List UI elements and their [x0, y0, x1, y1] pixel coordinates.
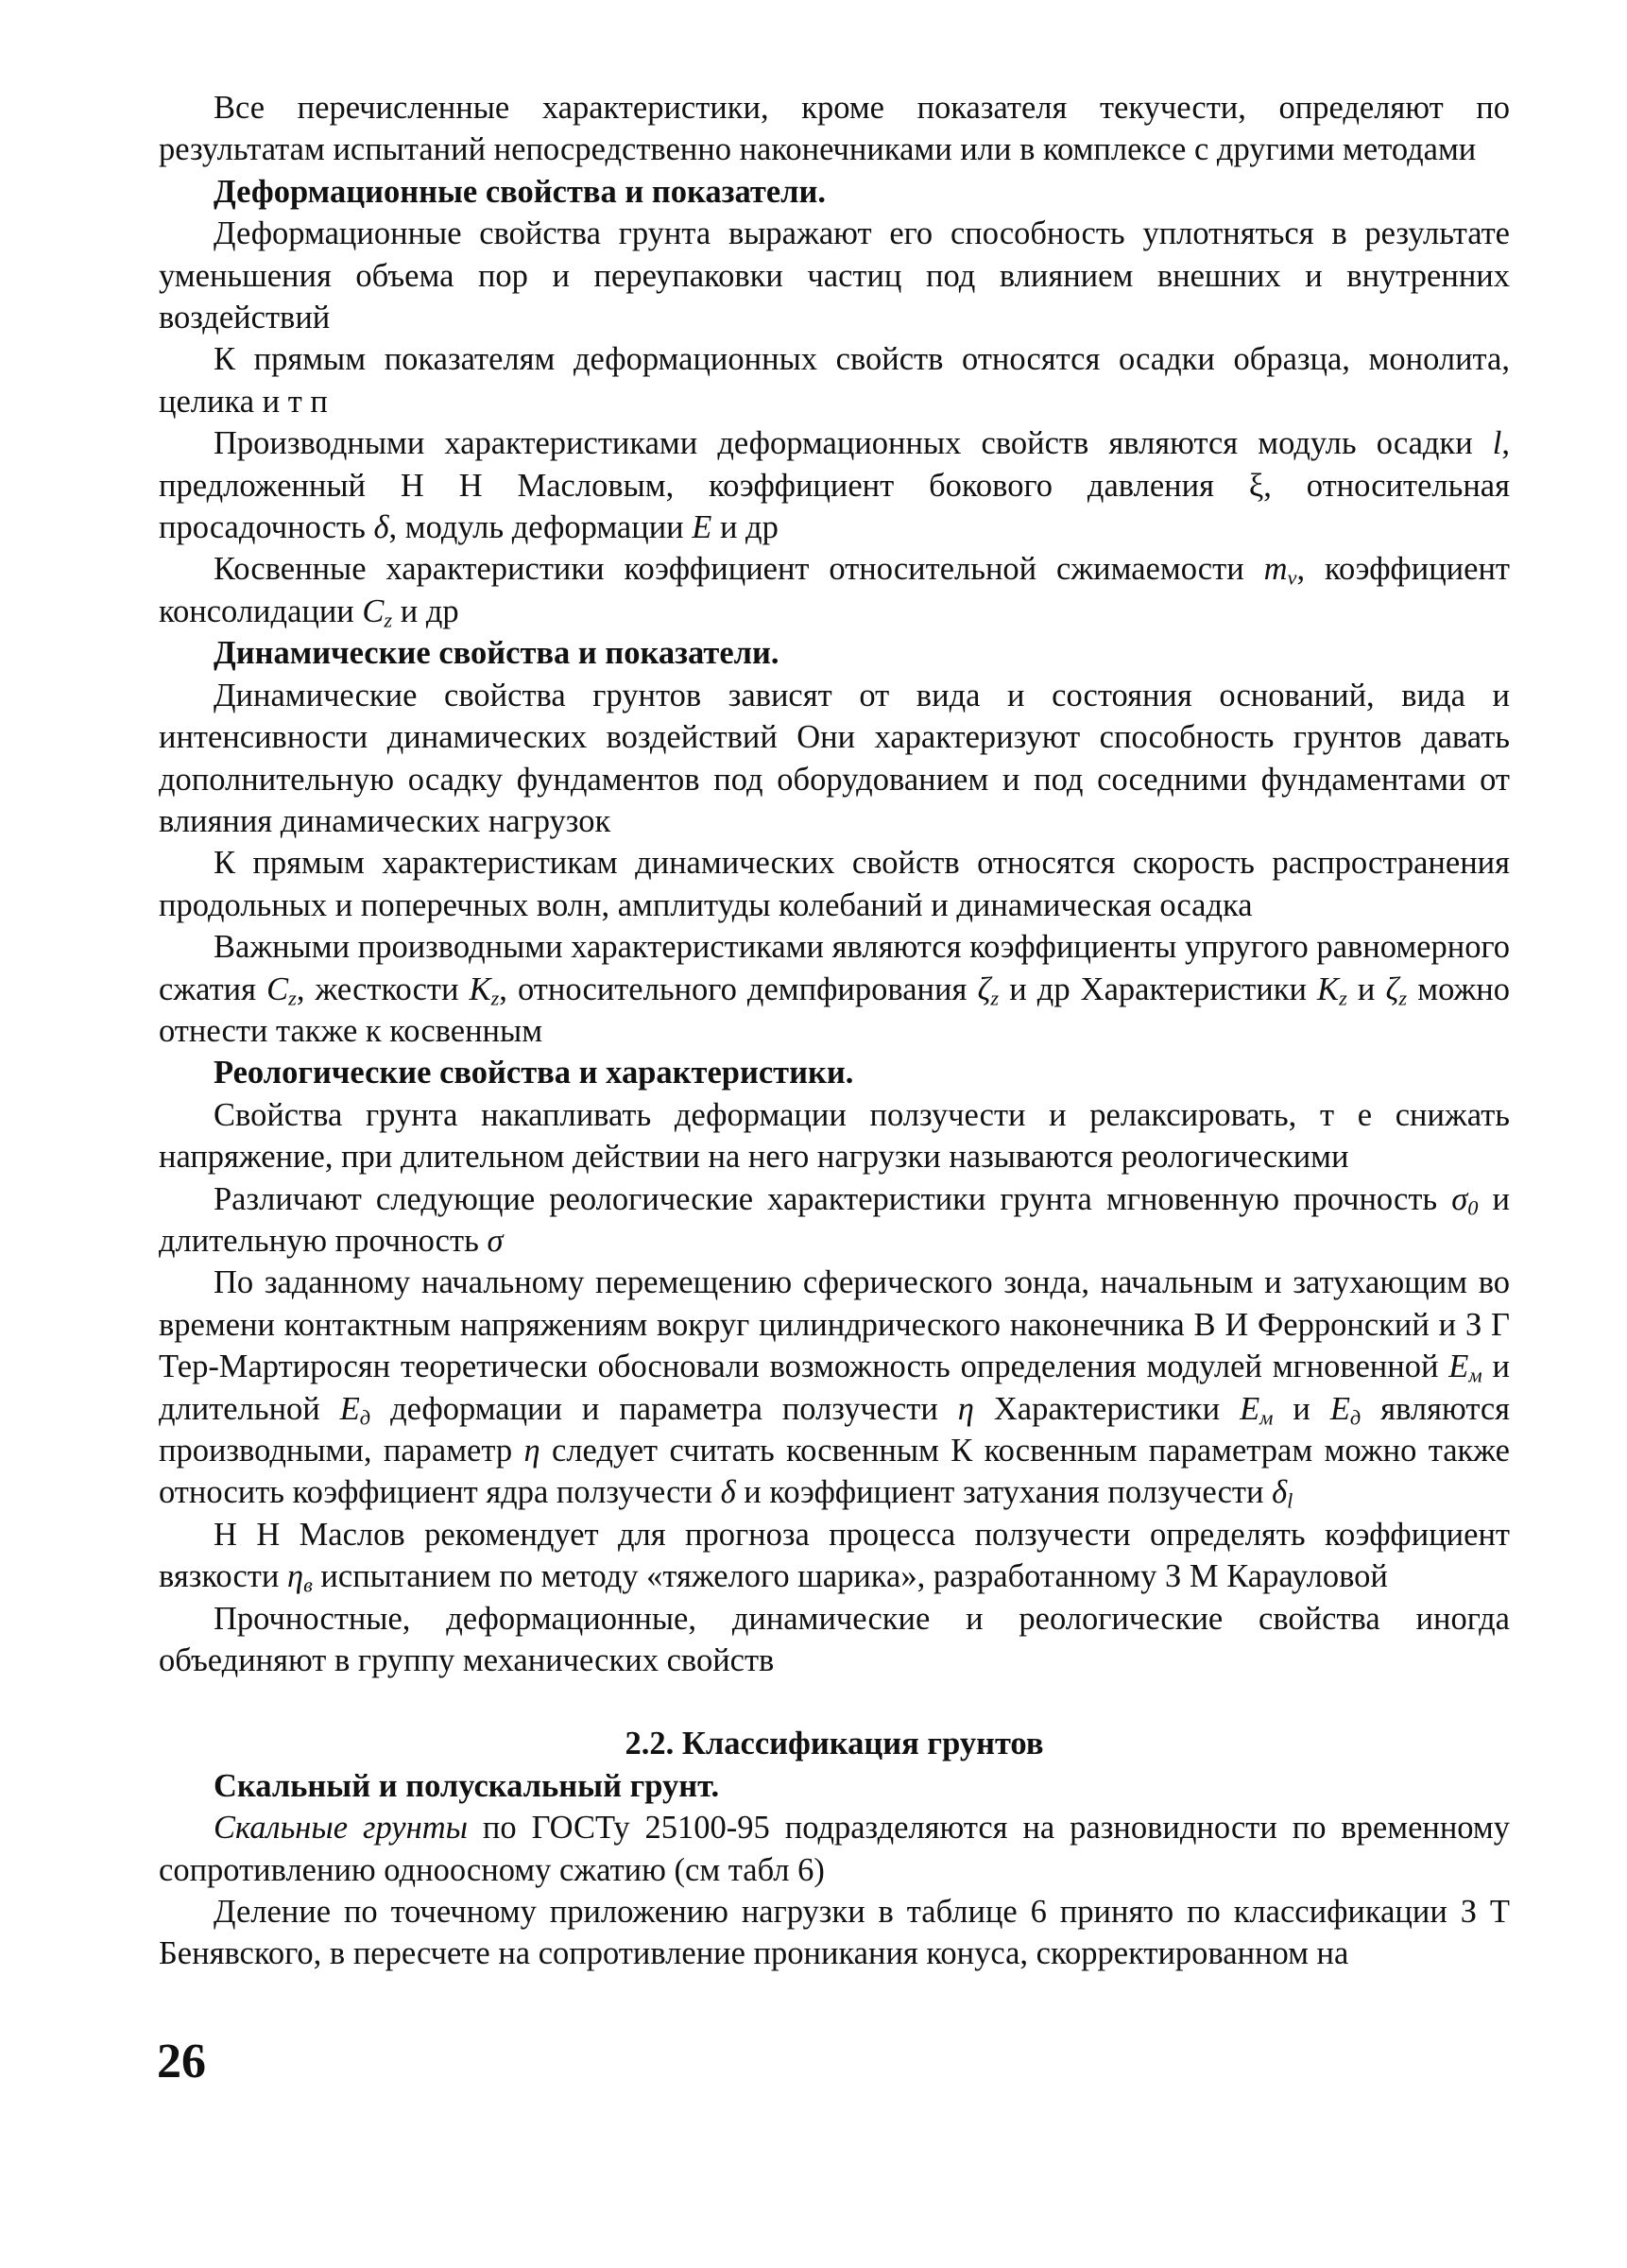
paragraph: Скальные грунты по ГОСТу 25100-95 подразделяются на разновидности по временному сопротивлению одноосному сжатию (см табл 6)	[159, 1810, 1510, 1888]
section-heading: 2.2. Классификация грунтов	[625, 1726, 1044, 1762]
subheading: Скальный и полускальный грунт.	[214, 1767, 720, 1804]
subheading: Деформационные свойства и показатели.	[214, 173, 827, 210]
paragraph: Динамические свойства грунтов зависят от вида и состояния оснований, вида и интенсивности динамических воздействий Они характеризуют способность грунтов давать дополнительную осадку фундаментов под оборудованием и под соседними фундаментами от влияния динамических нагрузок	[159, 677, 1510, 839]
paragraph: Н Н Маслов рекомендует для прогноза процесса ползучести определять коэффициент вязкости $\eta_в$ испытанием по методу «тяжелого шарика», разработанному З М Карауловой	[159, 1516, 1510, 1597]
subheading: Динамические свойства и показатели.	[214, 635, 779, 672]
paragraph: По заданному начальному перемещению сферического зонда, начальным и затухающим во времени контактным напряжениям вокруг цилиндрического наконечника В И Ферронский и З Г Тер-Мартиросян теоретически обосновали возможность определения модулей мгновенной $E_м$ и длительной $E_д$ деформации и параметра ползучести η Характеристики $E_м$ и $E_д$ являются производными, параметр η следует считать косвенным К косвенным параметрам можно также относить коэффициент ядра ползучести δ и коэффициент затухания ползучести $\delta_l$	[159, 1264, 1510, 1513]
paragraph: Деформационные свойства грунта выражают его способность уплотняться в результате уменьшения объема пор и переупаковки частиц под влиянием внешних и внутренних воздействий	[159, 215, 1510, 336]
paragraph: К прямым показателям деформационных свойств относятся осадки образца, монолита, целика и т п	[159, 341, 1510, 420]
paragraph: Все перечисленные характеристики, кроме показателя текучести, определяют по результатам испытаний непосредственно наконечниками или в комплексе с другими методами	[159, 90, 1510, 168]
subheading: Реологические свойства и характеристики.	[214, 1055, 854, 1091]
paragraph: Различают следующие реологические характеристики грунта мгновенную прочность $\sigma_0$ и длительную прочность σ	[159, 1180, 1510, 1259]
paragraph: Важными производными характеристиками являются коэффициенты упругого равномерного сжатия $C_z$, жесткости $K_z$, относительного демпфирования $\zeta_z$ и др Характеристики $K_z$ и $\zeta_z$ можно отнести также к косвенным	[159, 929, 1511, 1049]
paragraph: Деление по точечному приложению нагрузки в таблице 6 принято по классификации З Т Бенявского, в пересчете на сопротивление проникания конуса, скорректированном на	[159, 1894, 1510, 1972]
paragraph: Косвенные характеристики коэффициент относительной сжимаемости $m_v$, коэффициент консолидации $C_z$ и др	[159, 551, 1510, 632]
page-body	[159, 87, 1510, 1975]
paragraph: К прямым характеристикам динамических свойств относятся скорость распространения продольных и поперечных волн, амплитуды колебаний и динамическая осадка	[159, 845, 1510, 923]
paragraph: Прочностные, деформационные, динамические и реологические свойства иногда объединяют в группу механических свойств	[159, 1600, 1510, 1679]
page-number: 26	[157, 2035, 206, 2088]
paragraph: Свойства грунта накапливать деформации ползучести и релаксировать, т е снижать напряжение, при длительном действии на него нагрузки называются реологическими	[159, 1096, 1510, 1176]
paragraph: Производными характеристиками деформационных свойств являются модуль осадки l, предложенный Н Н Масловым, коэффициент бокового давления ξ, относительная просадочность δ, модуль деформации E и др	[159, 425, 1510, 546]
